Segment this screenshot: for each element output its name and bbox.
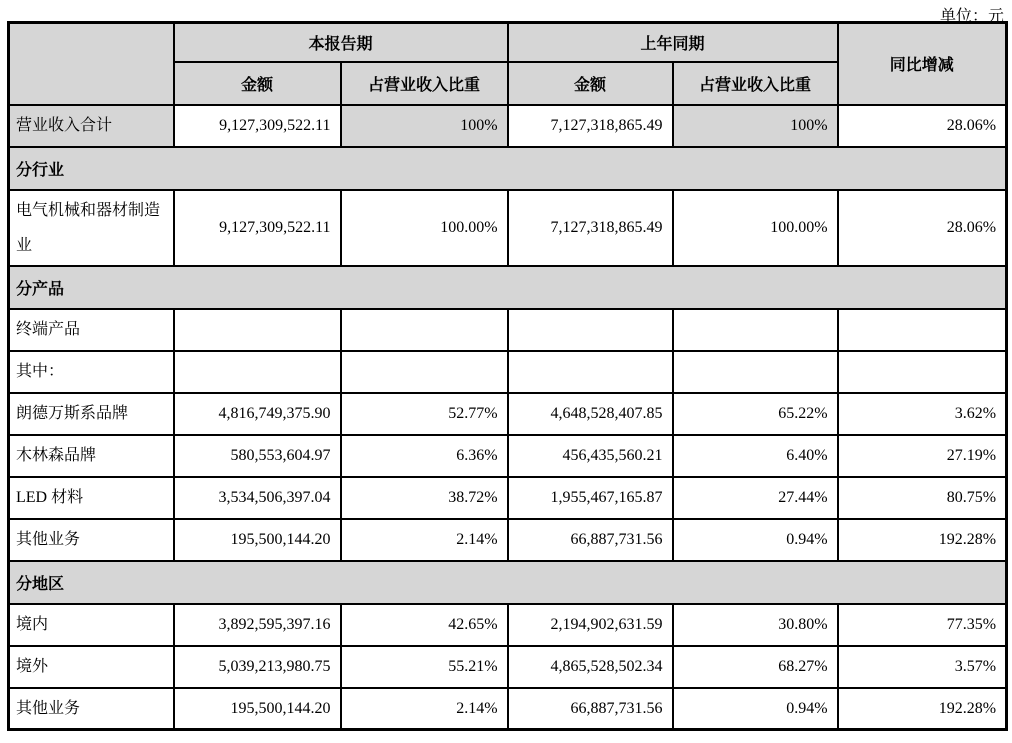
value-cell: 28.06% bbox=[838, 190, 1007, 266]
value-cell bbox=[341, 351, 508, 393]
value-cell: 68.27% bbox=[673, 646, 838, 688]
table-row bbox=[9, 351, 1007, 393]
value-cell: 4,816,749,375.90 bbox=[174, 393, 341, 435]
value-cell bbox=[838, 309, 1007, 351]
row-label: 境外 bbox=[9, 646, 174, 688]
value-cell: 192.28% bbox=[838, 519, 1007, 561]
value-cell: 1,955,467,165.87 bbox=[508, 477, 673, 519]
row-label: 朗德万斯系品牌 bbox=[9, 393, 174, 435]
value-cell: 2.14% bbox=[341, 688, 508, 730]
value-cell: 28.06% bbox=[838, 105, 1007, 147]
value-cell bbox=[341, 309, 508, 351]
header-yoy-change: 同比增减 bbox=[838, 23, 1007, 105]
value-cell: 38.72% bbox=[341, 477, 508, 519]
value-cell: 195,500,144.20 bbox=[174, 519, 341, 561]
value-cell: 100.00% bbox=[341, 190, 508, 266]
unit-label: 单位：元 bbox=[939, 8, 1004, 25]
value-cell: 4,865,528,502.34 bbox=[508, 646, 673, 688]
value-cell: 9,127,309,522.11 bbox=[174, 190, 341, 266]
value-cell: 3,892,595,397.16 bbox=[174, 604, 341, 646]
row-label: 终端产品 bbox=[9, 309, 174, 351]
value-cell bbox=[838, 351, 1007, 393]
value-cell: 2,194,902,631.59 bbox=[508, 604, 673, 646]
header-prior-period: 上年同期 bbox=[508, 23, 838, 62]
table-row bbox=[9, 393, 1007, 435]
section-label: 分行业 bbox=[9, 147, 1007, 190]
value-cell: 100% bbox=[341, 105, 508, 147]
value-cell: 192.28% bbox=[838, 688, 1007, 730]
table-row bbox=[9, 646, 1007, 688]
value-cell: 456,435,560.21 bbox=[508, 435, 673, 477]
row-label: 其他业务 bbox=[9, 688, 174, 730]
table-row bbox=[9, 309, 1007, 351]
value-cell bbox=[673, 351, 838, 393]
value-cell bbox=[174, 309, 341, 351]
value-cell: 66,887,731.56 bbox=[508, 519, 673, 561]
value-cell: 77.35% bbox=[838, 604, 1007, 646]
header-amount-prior: 金额 bbox=[508, 62, 673, 105]
value-cell: 55.21% bbox=[341, 646, 508, 688]
value-cell: 5,039,213,980.75 bbox=[174, 646, 341, 688]
header-ratio-current: 占营业收入比重 bbox=[341, 62, 508, 105]
row-label: 其他业务 bbox=[9, 519, 174, 561]
value-cell: 66,887,731.56 bbox=[508, 688, 673, 730]
row-label: 营业收入合计 bbox=[9, 105, 174, 147]
value-cell: 580,553,604.97 bbox=[174, 435, 341, 477]
value-cell: 27.44% bbox=[673, 477, 838, 519]
value-cell: 3,534,506,397.04 bbox=[174, 477, 341, 519]
row-label: 电气机械和器材制造业 bbox=[9, 190, 174, 266]
table-row bbox=[9, 435, 1007, 477]
value-cell: 100% bbox=[673, 105, 838, 147]
header-amount-current: 金额 bbox=[174, 62, 341, 105]
value-cell bbox=[508, 351, 673, 393]
value-cell: 52.77% bbox=[341, 393, 508, 435]
revenue-table-body bbox=[9, 105, 1007, 730]
row-label: 其中： bbox=[9, 351, 174, 393]
section-band-row bbox=[9, 266, 1007, 309]
value-cell bbox=[174, 351, 341, 393]
header-ratio-prior: 占营业收入比重 bbox=[673, 62, 838, 105]
revenue-breakdown-table bbox=[7, 21, 1008, 731]
table-row bbox=[9, 190, 1007, 266]
value-cell: 3.57% bbox=[838, 646, 1007, 688]
value-cell: 7,127,318,865.49 bbox=[508, 105, 673, 147]
table-row bbox=[9, 688, 1007, 730]
table-row bbox=[9, 604, 1007, 646]
value-cell bbox=[673, 309, 838, 351]
value-cell: 80.75% bbox=[838, 477, 1007, 519]
table-row bbox=[9, 105, 1007, 147]
value-cell: 100.00% bbox=[673, 190, 838, 266]
value-cell: 7,127,318,865.49 bbox=[508, 190, 673, 266]
section-label: 分产品 bbox=[9, 266, 1007, 309]
corner-cell bbox=[9, 23, 174, 105]
value-cell: 30.80% bbox=[673, 604, 838, 646]
value-cell bbox=[508, 309, 673, 351]
table-row bbox=[9, 519, 1007, 561]
value-cell: 3.62% bbox=[838, 393, 1007, 435]
value-cell: 9,127,309,522.11 bbox=[174, 105, 341, 147]
value-cell: 0.94% bbox=[673, 519, 838, 561]
row-label: 木林森品牌 bbox=[9, 435, 174, 477]
value-cell: 6.36% bbox=[341, 435, 508, 477]
value-cell: 42.65% bbox=[341, 604, 508, 646]
value-cell: 6.40% bbox=[673, 435, 838, 477]
value-cell: 195,500,144.20 bbox=[174, 688, 341, 730]
table-row bbox=[9, 477, 1007, 519]
section-band-row bbox=[9, 147, 1007, 190]
header-current-period: 本报告期 bbox=[174, 23, 508, 62]
value-cell: 4,648,528,407.85 bbox=[508, 393, 673, 435]
section-band-row bbox=[9, 561, 1007, 604]
value-cell: 2.14% bbox=[341, 519, 508, 561]
row-label: LED 材料 bbox=[9, 477, 174, 519]
header-row-periods bbox=[9, 23, 1007, 62]
value-cell: 27.19% bbox=[838, 435, 1007, 477]
value-cell: 0.94% bbox=[673, 688, 838, 730]
row-label: 境内 bbox=[9, 604, 174, 646]
value-cell: 65.22% bbox=[673, 393, 838, 435]
section-label: 分地区 bbox=[9, 561, 1007, 604]
